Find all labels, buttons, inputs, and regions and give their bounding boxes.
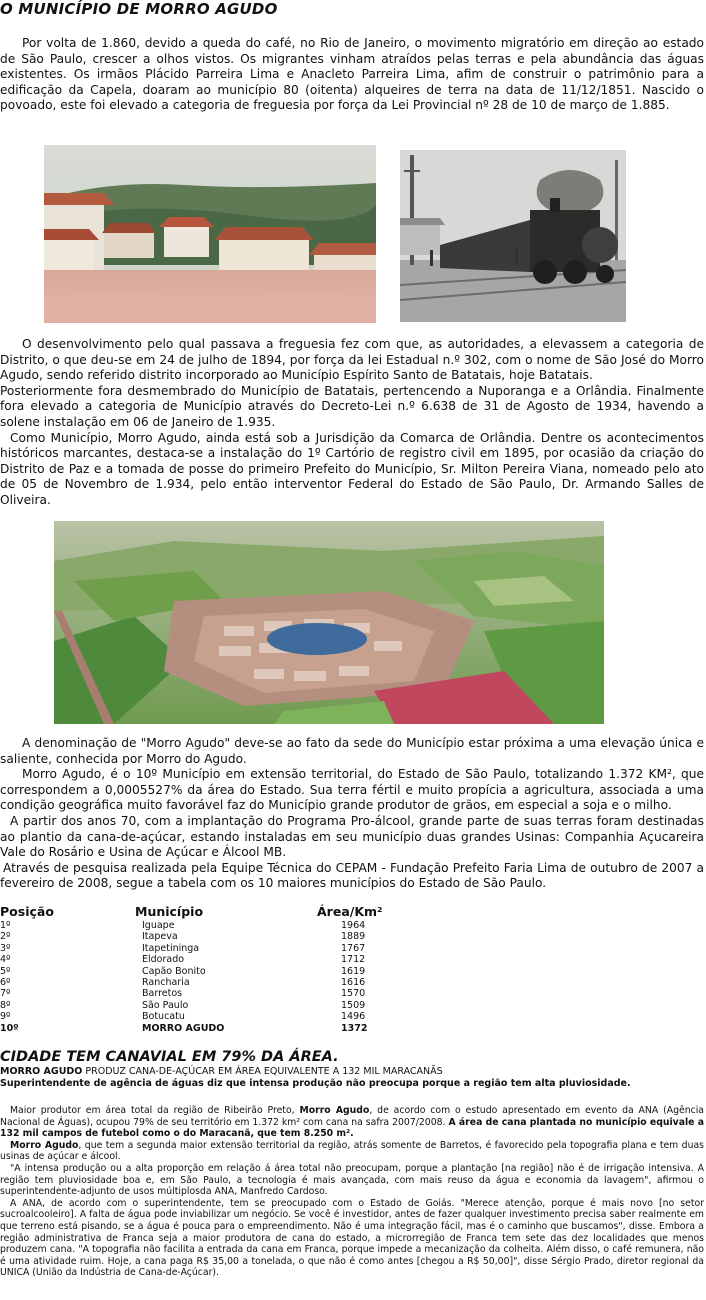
table-row bbox=[0, 977, 420, 988]
article-paragraph-2 bbox=[0, 1140, 704, 1163]
kicker-bold: MORRO AGUDO bbox=[0, 1066, 83, 1077]
cell-position: 5º bbox=[0, 965, 11, 977]
cell-area: 1509 bbox=[341, 999, 366, 1011]
article-paragraph-4: A ANA, de acordo com o superintendente, tem se preocupado com o Estado de Goiás. "Merece atenção, porque é mais novo [no setor sucroalcooleiro]. A falta de água pode inviabilizar um negócio. Se você é investidor, antes de fazer qualquer investimento precisa saber realmente em que terreno está pisando, se a água é pouca para o empreendimento. Não é uma integração fácil, mas é o caminho que buscamos", disse. Embora a região administrativa de Franca seja a maior produtora de cana do estado, a microrregião de Franca tem sete das dez localidades que menos produzem cana. "A topografia não facilita a entrada da cana em Franca, porque impede a mecanização da colheita. Além disso, o café remunera, não é uma atividade ruim. Hoje, a cana paga R$ 35,00 a tonelada, o que não é como antes [chegou a R$ 50,00]", disse Sérgio Prado, diretor regional da UNICA (União da Indústria de Cana-de-Açúcar). bbox=[0, 1197, 704, 1279]
geography-section bbox=[0, 736, 704, 892]
cell-position: 4º bbox=[0, 954, 11, 966]
aerial-city-photo bbox=[54, 521, 604, 724]
cell-position: 10º bbox=[0, 1022, 19, 1034]
table-row bbox=[0, 920, 420, 931]
article-subhead: Superintendente de agência de águas diz que intensa produção não preocupa porque a região tem alta pluviosidade. bbox=[0, 1078, 631, 1089]
table-row bbox=[0, 931, 420, 942]
page-title: O MUNICÍPIO DE MORRO AGUDO bbox=[0, 0, 278, 18]
cell-position: 1º bbox=[0, 920, 11, 931]
geography-paragraph-3: A partir dos anos 70, com a implantação do Programa Pro-álcool, grande parte de suas terras foram destinadas ao plantio da cana-de-açúcar, estando instaladas em seu município duas grandes Usinas: Companhia Açucareira Vale do Rosário e Usina de Açúcar e Álcool MB. bbox=[0, 813, 704, 860]
article-body bbox=[0, 1105, 704, 1279]
p2-text: , que tem a segunda maior extensão territorial da região, atrás somente de Barretos, é favorecido pela topografia plana e tem duas usinas de açúcar e álcool. bbox=[0, 1139, 704, 1163]
p2-bold-name: Morro Agudo bbox=[10, 1139, 79, 1151]
cell-position: 8º bbox=[0, 999, 11, 1011]
article-paragraph-1 bbox=[0, 1105, 704, 1140]
cell-municipality: Itapetininga bbox=[142, 942, 200, 954]
cell-position: 7º bbox=[0, 988, 11, 1000]
cell-municipality: Eldorado bbox=[142, 954, 185, 966]
table-row bbox=[0, 1023, 420, 1034]
cell-position: 6º bbox=[0, 977, 11, 988]
history-paragraph-2: Posteriormente fora desmembrado do Município de Batatais, pertencendo a Nuporanga e a Orlândia. Finalmente fora elevado a categoria de Município através do Decreto-Lei n.º 6.638 de 31 de Agosto de 1934, havendo a solene instalação em 06 de Janeiro de 1.935. bbox=[0, 383, 704, 429]
cell-municipality: São Paulo bbox=[142, 999, 189, 1011]
cell-area: 1616 bbox=[341, 977, 366, 988]
history-section bbox=[0, 337, 704, 509]
table-row bbox=[0, 1000, 420, 1011]
cell-area: 1570 bbox=[341, 988, 366, 1000]
header-position: Posição bbox=[0, 904, 54, 919]
geography-paragraph-4: Através de pesquisa realizada pela Equipe Técnica do CEPAM - Fundação Prefeito Faria Lima de outubro de 2007 a fevereiro de 2008, segue a tabela com os 10 maiores municípios do Estado de São Paulo. bbox=[0, 860, 704, 891]
cell-position: 3º bbox=[0, 942, 11, 954]
table-row bbox=[0, 1011, 420, 1022]
table-row bbox=[0, 966, 420, 977]
cell-municipality: Itapeva bbox=[142, 931, 178, 943]
cell-area: 1712 bbox=[341, 954, 366, 966]
cell-area: 1496 bbox=[341, 1011, 366, 1023]
cell-area: 1964 bbox=[341, 920, 366, 931]
cell-municipality: Rancharia bbox=[142, 977, 190, 988]
cell-area: 1889 bbox=[341, 931, 366, 943]
history-paragraph-3: Como Município, Morro Agudo, ainda está sob a Jurisdição da Comarca de Orlândia. Dentre os acontecimentos históricos marcantes, destaca-se a instalação do 1º Cartório de registro civil em 1895, por ocasião da criação do Distrito de Paz e a tomada de posse do primeiro Prefeito do Município, Sr. Milton Pereira Viana, nomeado pelo ato de 05 de Novembro de 1.934, pelo então interventor Federal do Estado de São Paulo, Dr. Armando Salles de Oliveira. bbox=[0, 430, 704, 507]
table-row bbox=[0, 943, 420, 954]
table-row bbox=[0, 954, 420, 965]
table-row bbox=[0, 988, 420, 999]
header-area: Área/Km² bbox=[317, 904, 383, 919]
cell-position: 9º bbox=[0, 1011, 11, 1023]
cell-municipality: Botucatu bbox=[142, 1011, 185, 1023]
kicker-text: PRODUZ CANA-DE-AÇÚCAR EM ÁREA EQUIVALENTE A 132 MIL MARACANÃS bbox=[85, 1066, 443, 1077]
p1-text-b: , de acordo com o estudo apresentado em evento da ANA (Agência Nacional de Águas), ocupou 79% de seu território em 1.372 km² com cana na safra 2007/2008. bbox=[0, 1105, 704, 1128]
history-paragraph-1: O desenvolvimento pelo qual passava a freguesia fez com que, as autoridades, a elevassem a categoria de Distrito, o que deu-se em 24 de julho de 1894, por força da lei Estadual n.º 302, com o nome de São José do Morro Agudo, sendo referido distrito incorporado ao Município Espírito Santo de Batatais, hoje Batatais. bbox=[0, 337, 704, 383]
cell-municipality: Barretos bbox=[142, 988, 183, 1000]
steam-train-photo bbox=[400, 150, 626, 322]
cell-area: 1619 bbox=[341, 965, 366, 977]
cell-municipality: Capão Bonito bbox=[142, 965, 206, 977]
cell-area: 1372 bbox=[341, 1022, 368, 1034]
article-headline: CIDADE TEM CANAVIAL EM 79% DA ÁREA. bbox=[0, 1049, 339, 1065]
article-kicker bbox=[0, 1066, 443, 1077]
cell-municipality: MORRO AGUDO bbox=[142, 1022, 225, 1034]
header-municipality: Município bbox=[135, 904, 204, 919]
intro-text: Por volta de 1.860, devido a queda do café, no Rio de Janeiro, o movimento migratório em direção ao estado de São Paulo, crescer a olhos vistos. Os migrantes vinham atraídos pelas terras e pela abundância das águas existentes. Os irmãos Plácido Parreira Lima e Anacleto Parreira Lima, afim de construir o patrimônio para a edificação da Capela, doaram ao município 80 (oitenta) alqueires de terra na data de 11/12/1851. Nascido o povoado, este foi elevado a categoria de freguesia por força da Lei Provincial nº 28 de 10 de março de 1.885. bbox=[0, 36, 704, 113]
cell-area: 1767 bbox=[341, 942, 366, 954]
article-paragraph-3: "A intensa produção ou a alta proporção em relação á área total não preocupam, porque a plantação [na região] não é de irrigação intensiva. A região tem pluviosidade boa e, em São Paulo, a tecnologia é mais avançada, com mais reuso da água e economia da lavagem", afirmou o superintendente-adjunto de usos múltiplosda ANA, Manfredo Cardoso. bbox=[0, 1162, 704, 1198]
geography-paragraph-2: Morro Agudo, é o 10º Município em extensão territorial, do Estado de São Paulo, totalizando 1.372 KM², que correspondem a 0,0005527% da área do Estado. Sua terra fértil e muito propícia a agricultura, associada a uma condição geográfica muito favorável faz do Município grande produtor de grãos, em especial a soja e o milho. bbox=[0, 767, 704, 813]
intro-paragraph bbox=[0, 36, 704, 114]
p1-bold-highlight: A área de cana plantada no município equivale a 132 mil campos de futebol como o do Maracanã, que tem 8.250 m². bbox=[0, 1116, 704, 1140]
p1-bold-name: Morro Agudo bbox=[299, 1105, 370, 1116]
geography-paragraph-1: A denominação de "Morro Agudo" deve-se ao fato da sede do Município estar próxima a uma elevação única e saliente, conhecida por Morro do Agudo. bbox=[0, 736, 704, 766]
p1-text-a: Maior produtor em área total da região de Ribeirão Preto, bbox=[10, 1105, 300, 1116]
old-town-photo bbox=[44, 145, 376, 323]
cell-position: 2º bbox=[0, 931, 11, 943]
cell-municipality: Iguape bbox=[142, 920, 175, 931]
